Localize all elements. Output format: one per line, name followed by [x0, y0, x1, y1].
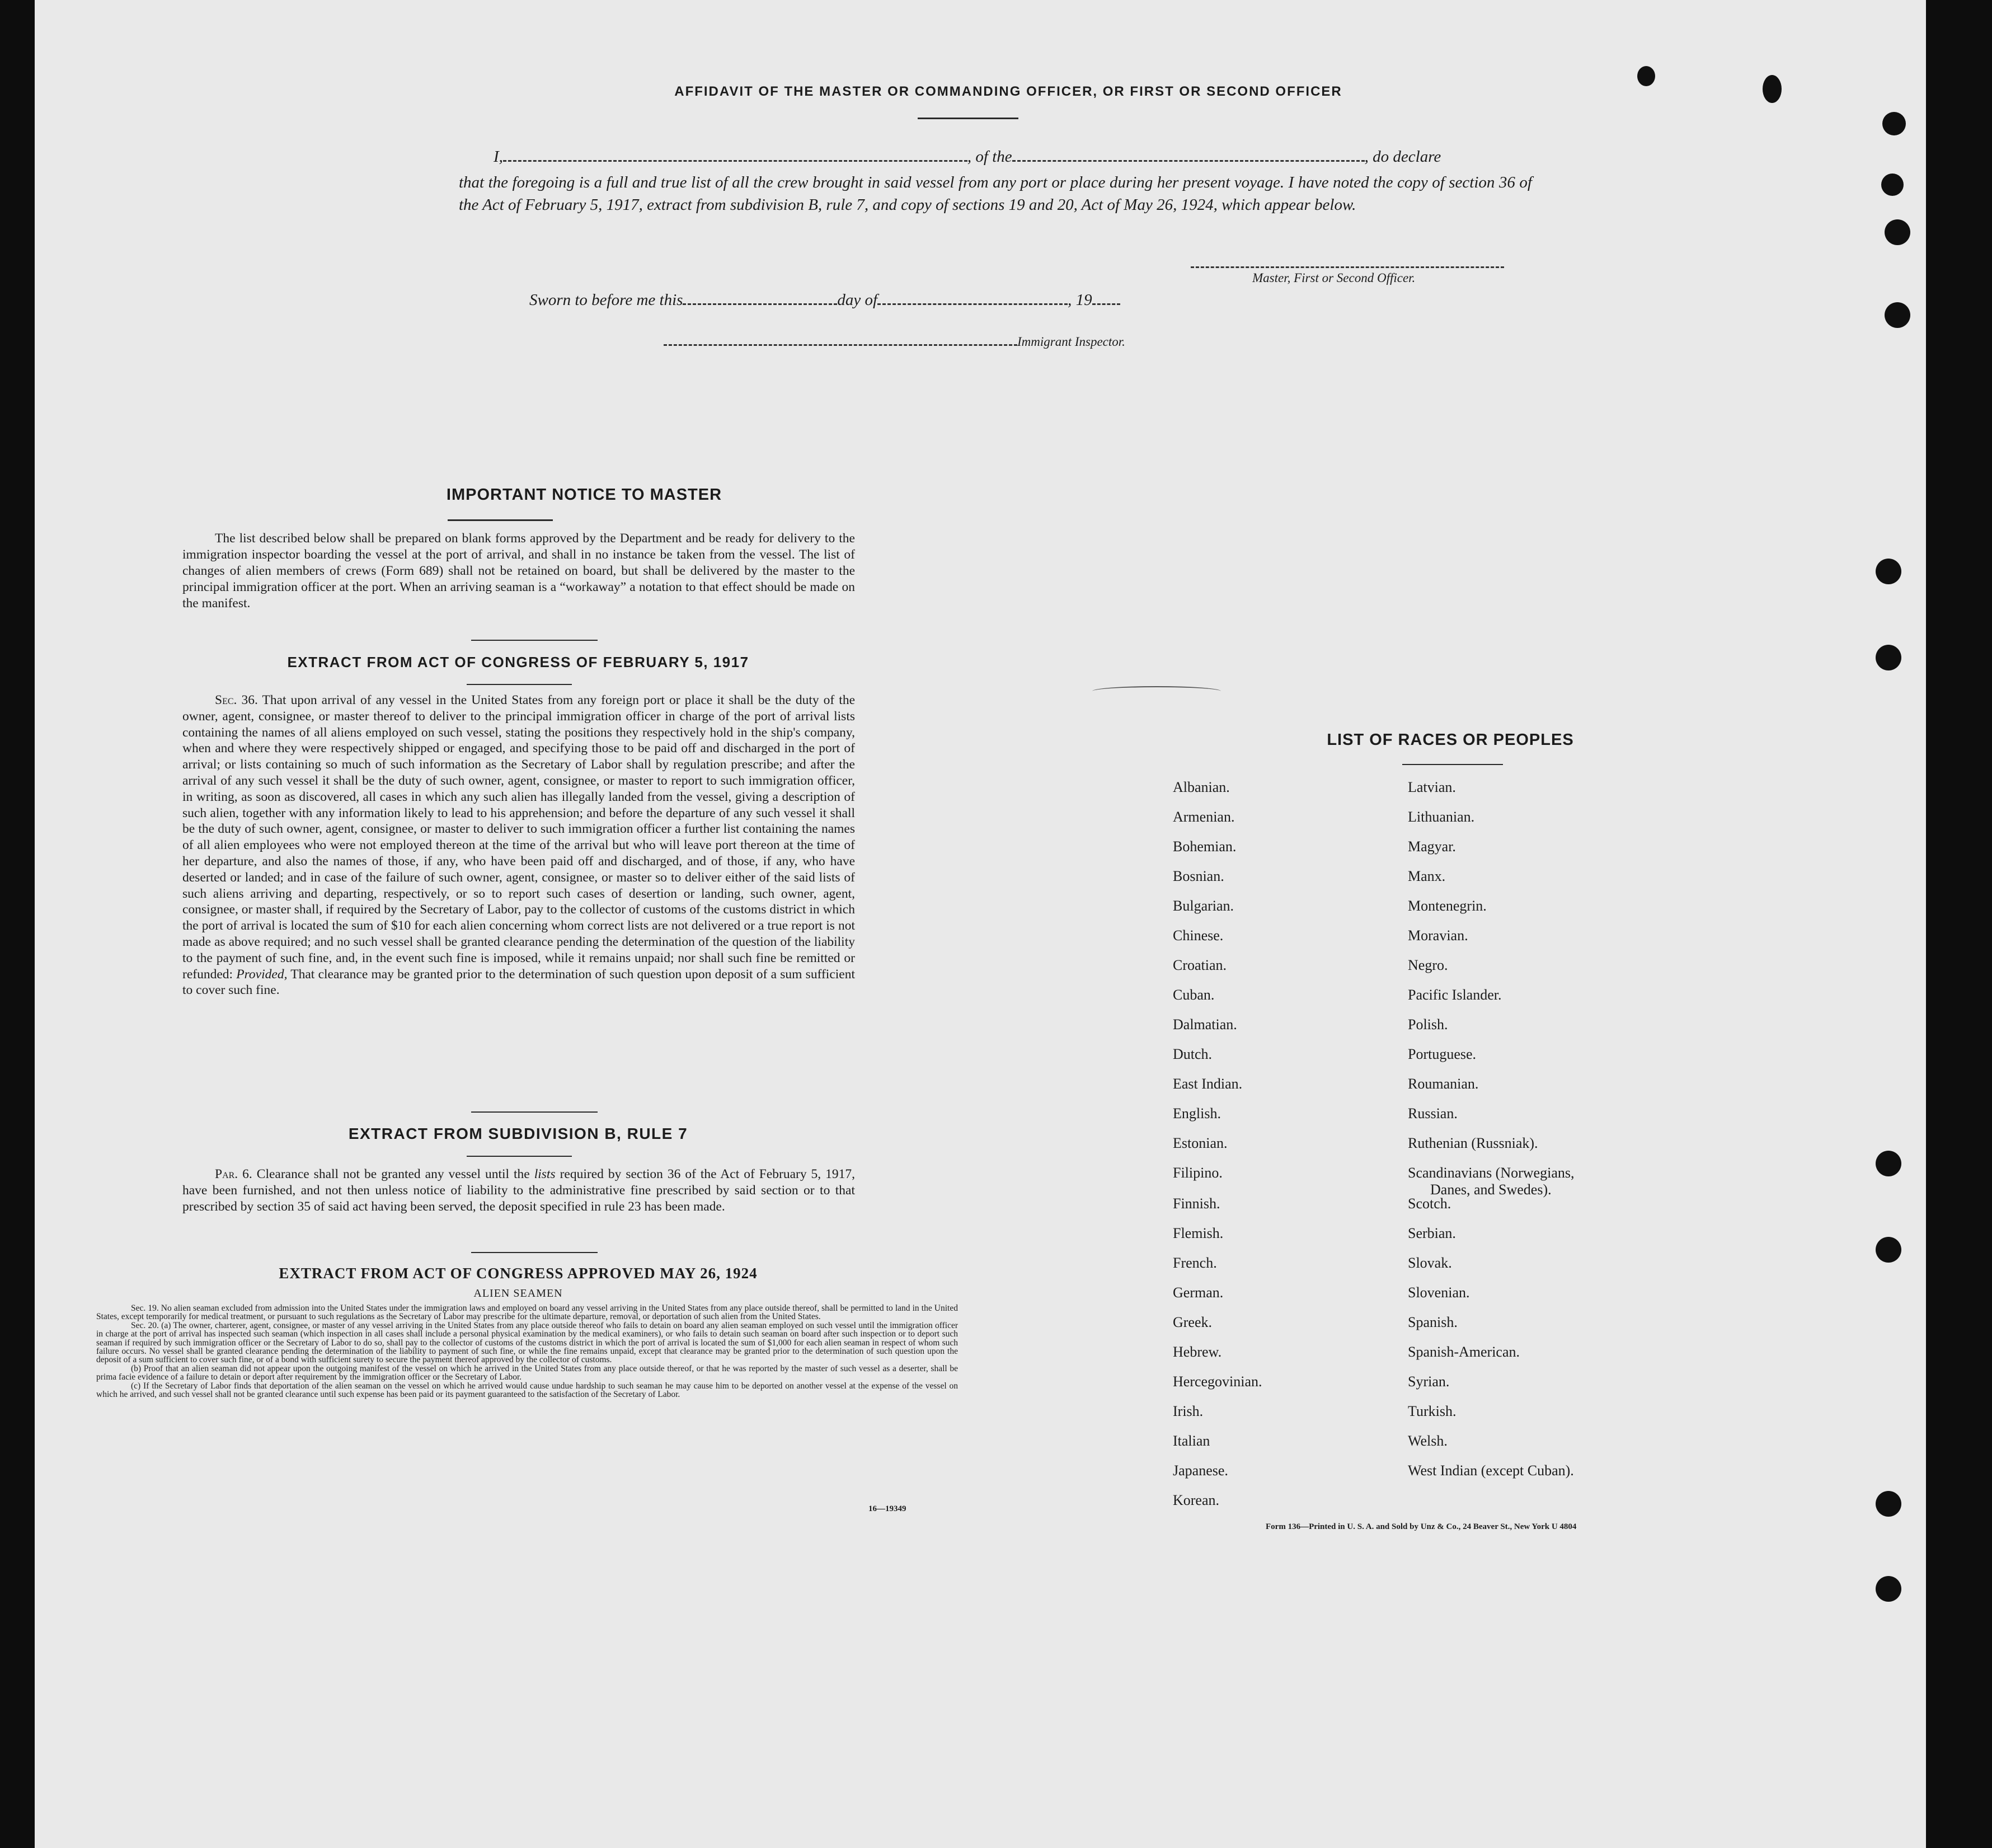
- par-6-label: Par. 6.: [215, 1167, 252, 1181]
- race-item: Montenegrin.: [1408, 898, 1487, 914]
- race-item: Danes, and Swedes).: [1430, 1181, 1552, 1198]
- race-item: Japanese.: [1173, 1462, 1228, 1479]
- race-item: West Indian (except Cuban).: [1408, 1462, 1574, 1479]
- vessel-blank[interactable]: [1012, 160, 1365, 162]
- sec-36-body: That upon arrival of any vessel in the United States from any foreign port or place it shall be the duty of the owner, agent, consignee, or master thereof to deliver to the principal immigration officer in charge of the port of arrival lists containing the names of all aliens employed on such vessel, stating the positions they respectively hold in the ship's company, when and where they were respectively shipped or engaged, and specifying those to be paid off and discharged in the port of arrival; or lists containing so much of such information as the Secretary of Labor shall by regulation prescribe; and after the arrival of any such vessel it shall be the duty of such owner, agent, consignee, or master to report to such immigration officer, in writing, as soon as discovered, all cases in which any such alien has illegally landed from the vessel, giving a description of such alien, together with any information likely to lead to his apprehension; and before the departure of any such vessel it shall be the duty of such owner, agent, consignee, or master to deliver to such immigration officer a further list containing the names of all alien employees who were not employed thereon at the time of the arrival but who will leave port thereon at the time of her departure, and also the names of those, if any, who have been paid off and discharged, and of those, if any, who have deserted or landed; and in case of the failure of such owner, agent, consignee, or master so to deliver either of the said lists of such aliens arriving and departing, respectively, or so to report such cases of desertion or landing, such owner, agent, consignee, or master shall, if required by the Secretary of Labor, pay to the collector of customs of the customs district in which the port of arrival is located the sum of $10 for each alien concerning whom correct lists are not delivered or a true report is not made as above required; and no such vessel shall be granted clearance pending the determination of the question of the liability to the payment of such fine, and, in the event such fine is imposed, while it remains unpaid; nor shall such fine be remitted or refunded:: [182, 693, 856, 982]
- declaration-declare: , do declare: [1364, 148, 1441, 166]
- race-item: Polish.: [1408, 1016, 1448, 1033]
- title-underline: [918, 118, 1018, 119]
- races-title: LIST OF RACES OR PEOPLES: [1327, 731, 1574, 749]
- notice-title: IMPORTANT NOTICE TO MASTER: [446, 486, 722, 504]
- race-item: Chinese.: [1173, 927, 1224, 944]
- declaration-of-the: , of the: [967, 148, 1012, 166]
- race-item: Manx.: [1408, 868, 1446, 884]
- rule7-text: [182, 1166, 855, 1214]
- punch-hole: [1885, 219, 1910, 245]
- sec-36-end: That clearance may be granted prior to the determination of such question upon deposit of a sum sufficient to cover such fine.: [182, 967, 855, 998]
- inspector-caption: Immigrant Inspector.: [1017, 335, 1125, 349]
- extract-1917-underline: [467, 684, 572, 685]
- punch-hole: [1882, 112, 1906, 135]
- master-caption: Master, First or Second Officer.: [1252, 271, 1416, 285]
- punch-hole: [1637, 66, 1655, 86]
- punch-hole: [1876, 645, 1901, 670]
- notice-underline: [448, 519, 553, 521]
- pen-mark: [1092, 686, 1221, 696]
- race-item: Turkish.: [1408, 1403, 1457, 1419]
- year-label: , 19: [1068, 291, 1092, 309]
- punch-hole: [1876, 1491, 1901, 1517]
- rule7-title: EXTRACT FROM SUBDIVISION B, RULE 7: [348, 1125, 688, 1142]
- race-item: Portuguese.: [1408, 1046, 1477, 1062]
- rule7-body-b: required by section 36 of the Act of February 5, 1917, have been furnished, and not then unless notice of liability to the administrative fine prescribed by said section or to that prescribed by section 35 of said act having been served, the deposit specified in rule 23 has been made.: [182, 1167, 856, 1214]
- lists-word: lists: [534, 1167, 556, 1181]
- declaration-line: [494, 148, 1534, 166]
- races-underline: [1402, 764, 1503, 765]
- race-item: Dalmatian.: [1173, 1016, 1237, 1033]
- rule7-underline: [467, 1156, 572, 1157]
- punch-hole: [1876, 559, 1901, 584]
- race-item: English.: [1173, 1105, 1221, 1122]
- race-item: Spanish-American.: [1408, 1344, 1520, 1360]
- punch-hole: [1876, 1237, 1901, 1263]
- race-item: Hebrew.: [1173, 1344, 1222, 1360]
- extract-1917-text: [182, 692, 855, 998]
- race-item: Greek.: [1173, 1314, 1213, 1330]
- race-item: Spanish.: [1408, 1314, 1458, 1330]
- race-item: Filipino.: [1173, 1165, 1223, 1181]
- race-item: Flemish.: [1173, 1225, 1224, 1241]
- divider: [471, 640, 598, 641]
- affidavit-body: that the foregoing is a full and true list of all the crew brought in said vessel from any port or place during her present voyage. I have noted the copy of section 36 of the Act of February 5, 1917, extract from subdivision B, rule 7, and copy of sections 19 and 20, Act of May 26, 1924, which appear below.: [459, 173, 1532, 214]
- race-item: Moravian.: [1408, 927, 1468, 944]
- name-blank[interactable]: [503, 160, 967, 162]
- inspector-signature-blank[interactable]: [664, 344, 1017, 346]
- sec-19: Sec. 19. No alien seaman excluded from admission into the United States under the immigration laws and employed on board any vessel arriving in the United States from any place outside thereof, shall be permitted to land in the United States, except temporarily for medical treatment, or pursuant to such regulations as the Secretary of Labor may prescribe for the ultimate departure, removal, or deportation of such alien from the United States.: [96, 1303, 958, 1322]
- sec-36-label: Sec. 36.: [215, 693, 258, 707]
- divider: [471, 1111, 598, 1113]
- race-item: Slovak.: [1408, 1255, 1452, 1271]
- race-item: Albanian.: [1173, 779, 1230, 795]
- race-item: Korean.: [1173, 1492, 1220, 1508]
- extract-1924-text: [96, 1304, 958, 1399]
- rule7-body-a: Clearance shall not be granted any vessel until the: [256, 1167, 530, 1181]
- divider: [471, 1252, 598, 1253]
- alien-seamen-subtitle: ALIEN SEAMEN: [473, 1287, 563, 1300]
- race-item: Bosnian.: [1173, 868, 1224, 884]
- inspector-line: [664, 335, 1125, 349]
- race-item: Welsh.: [1408, 1433, 1448, 1449]
- affidavit-title: AFFIDAVIT OF THE MASTER OR COMMANDING OFFICER, OR FIRST OR SECOND OFFICER: [674, 84, 1342, 99]
- sworn-line: [529, 291, 1120, 309]
- master-signature-line[interactable]: [1191, 266, 1504, 268]
- race-item: Magyar.: [1408, 838, 1456, 855]
- race-item: Russian.: [1408, 1105, 1458, 1122]
- race-item: Dutch.: [1173, 1046, 1213, 1062]
- extract-1924-title: EXTRACT FROM ACT OF CONGRESS APPROVED MAY 26, 1924: [279, 1265, 758, 1282]
- day-of-label: day of: [837, 291, 878, 309]
- race-item: Estonian.: [1173, 1135, 1228, 1151]
- punch-hole: [1763, 75, 1782, 103]
- document-page: [35, 0, 1926, 1848]
- race-item: Roumanian.: [1408, 1076, 1479, 1092]
- race-item: Bohemian.: [1173, 838, 1237, 855]
- race-item: East Indian.: [1173, 1076, 1243, 1092]
- sworn-month-blank[interactable]: [877, 303, 1068, 305]
- notice-text: The list described below shall be prepared on blank forms approved by the Department and be ready for delivery to the immigration inspector boarding the vessel at the port of arrival, and shall in no instance be taken from the vessel. The list of changes of alien members of crews (Form 689) shall not be retained on board, but shall be delivered by the master to the principal immigration officer at the port. When an arriving seaman is a “workaway” a notation to that effect should be made on the manifest.: [182, 531, 855, 611]
- race-item: Lithuanian.: [1408, 809, 1475, 825]
- race-item: Latvian.: [1408, 779, 1456, 795]
- race-item: Scotch.: [1408, 1195, 1451, 1212]
- race-item: Irish.: [1173, 1403, 1204, 1419]
- sec-20a: Sec. 20. (a) The owner, charterer, agent, consignee, or master of any vessel arriving in the United States from any place outside thereof who fails to detain on board any alien seaman employed on such vessel until the immigration officer in charge at the port of arrival has inspected such seaman (which inspection in all cases shall include a personal physical examination by the medical examiners), or who fails to detain such seaman on board after such inspection or to deport such seaman if required by such immigration officer or the Secretary of Labor to do so, shall pay to the collector of customs of the customs district in which the port of arrival is located the sum of $1,000 for each alien seaman in respect of whom such failure occurs. No vessel shall be granted clearance pending the determination of the liability to payment of such fine, or while the fine remains unpaid, except that clearance may be granted prior to the determination of such question upon the deposit of a sum sufficient to cover such fine, or of a bond with sufficient surety to secure the payment thereof approved by the collector of customs.: [96, 1320, 958, 1365]
- sec-20c: (c) If the Secretary of Labor finds that deportation of the alien seaman on the vessel on which he arrived would cause undue hardship to such seaman he may cause him to be deported on another vessel at the expense of the vessel on which he arrived, and such vessel shall not be granted clearance until such expense has been paid or its payment guaranteed to the satisfaction of the Secretary of Labor.: [96, 1381, 958, 1400]
- punch-hole: [1885, 302, 1910, 328]
- race-item: Finnish.: [1173, 1195, 1220, 1212]
- sworn-day-blank[interactable]: [683, 303, 837, 305]
- printer-footer: Form 136—Printed in U. S. A. and Sold by Unz & Co., 24 Beaver St., New York U 4804: [1266, 1522, 1577, 1531]
- punch-hole: [1881, 173, 1904, 196]
- punch-hole: [1876, 1151, 1901, 1176]
- sec-20b: (b) Proof that an alien seaman did not appear upon the outgoing manifest of the vessel on which he arrived in the United States from any place outside thereof, or that he was reported by the master of such vessel as a deserter, shall be prima facie evidence of a failure to detain or deport after requirement by the immigration officer or the Secretary of Labor.: [96, 1363, 958, 1382]
- race-item: Negro.: [1408, 957, 1448, 973]
- race-item: Hercegovinian.: [1173, 1373, 1262, 1390]
- race-item: Pacific Islander.: [1408, 987, 1502, 1003]
- race-item: Slovenian.: [1408, 1284, 1470, 1301]
- race-item: Serbian.: [1408, 1225, 1456, 1241]
- race-item: Scandinavians (Norwegians,: [1408, 1165, 1575, 1181]
- race-item: Cuban.: [1173, 987, 1215, 1003]
- race-item: Italian: [1173, 1433, 1210, 1449]
- extract-1917-title: EXTRACT FROM ACT OF CONGRESS OF FEBRUARY 5, 1917: [287, 654, 749, 670]
- punch-hole: [1876, 1576, 1901, 1602]
- race-item: Croatian.: [1173, 957, 1227, 973]
- race-item: Ruthenian (Russniak).: [1408, 1135, 1538, 1151]
- race-item: German.: [1173, 1284, 1224, 1301]
- sworn-label: Sworn to before me this: [529, 291, 683, 309]
- sworn-year-blank[interactable]: [1092, 303, 1120, 305]
- race-item: Syrian.: [1408, 1373, 1450, 1390]
- race-item: French.: [1173, 1255, 1217, 1271]
- provided-label: Provided,: [236, 967, 288, 982]
- race-item: Bulgarian.: [1173, 898, 1234, 914]
- declaration-i: I,: [494, 148, 503, 166]
- race-item: Armenian.: [1173, 809, 1235, 825]
- form-code: 16—19349: [868, 1504, 906, 1513]
